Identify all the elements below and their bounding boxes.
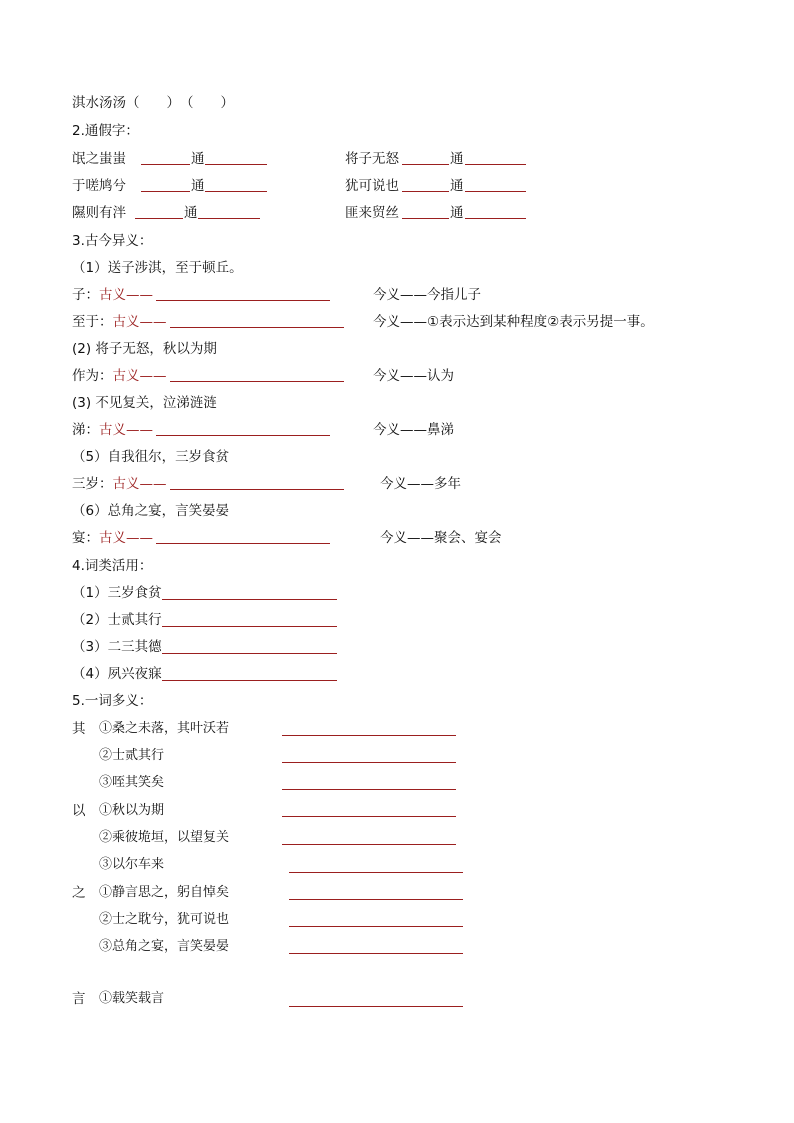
yici-item: ③以尔车来 xyxy=(99,857,165,872)
gujin-answer-blank[interactable] xyxy=(170,381,344,382)
gujin-modern-meaning: 今义——认为 xyxy=(373,368,454,384)
gujin-word: 宴：古义—— xyxy=(72,530,153,546)
gujin-sentence: （6）总角之宴，言笑晏晏 xyxy=(72,503,230,519)
tongjia-phrase: 犹可说也 xyxy=(345,178,399,194)
tongjia-connector: 通 xyxy=(191,151,205,167)
tongjia-blank-original[interactable] xyxy=(135,218,183,219)
tongjia-blank-target[interactable] xyxy=(465,191,526,192)
yici-item: ①桑之未落，其叶沃若 xyxy=(99,721,230,736)
section-heading-gujin: 3.古今异义： xyxy=(72,233,153,249)
yici-answer-blank[interactable] xyxy=(282,789,456,790)
gujin-answer-blank[interactable] xyxy=(170,327,344,328)
cilei-answer-blank[interactable] xyxy=(162,626,337,627)
gujin-answer-blank[interactable] xyxy=(156,435,330,436)
section-heading-tongjia: 2.通假字： xyxy=(72,123,139,139)
top-line: 淇水汤汤（ ） （ ） xyxy=(72,95,234,111)
yici-item: ①静言思之，躬自悼矣 xyxy=(99,885,230,900)
gujin-answer-blank[interactable] xyxy=(156,300,330,301)
yici-answer-blank[interactable] xyxy=(282,816,456,817)
tongjia-blank-original[interactable] xyxy=(402,164,449,165)
yici-word: 其 xyxy=(72,721,86,737)
cilei-answer-blank[interactable] xyxy=(162,680,337,681)
gujin-word: 涕：古义—— xyxy=(72,422,153,438)
yici-item: ②乘彼垝垣，以望复关 xyxy=(99,830,230,845)
gujin-modern-meaning: 今义——鼻涕 xyxy=(373,422,454,438)
cilei-item: （1）三岁食贫 xyxy=(72,585,162,601)
gujin-word: 作为：古义—— xyxy=(72,368,167,384)
yici-item: ①载笑载言 xyxy=(99,991,165,1006)
gujin-answer-blank[interactable] xyxy=(156,543,330,544)
tongjia-connector: 通 xyxy=(191,178,205,194)
yici-word: 之 xyxy=(72,885,86,901)
gujin-sentence: (2) 将子无怒，秋以为期 xyxy=(72,341,217,357)
tongjia-blank-target[interactable] xyxy=(205,164,267,165)
yici-item: ①秋以为期 xyxy=(99,803,165,818)
tongjia-blank-target[interactable] xyxy=(465,164,526,165)
cilei-item: （4）夙兴夜寐 xyxy=(72,666,162,682)
tongjia-phrase: 氓之蚩蚩 xyxy=(72,151,126,167)
tongjia-blank-target[interactable] xyxy=(465,218,526,219)
tongjia-connector: 通 xyxy=(450,151,464,167)
tongjia-blank-original[interactable] xyxy=(141,191,190,192)
gujin-sentence: （1）送子涉淇，至于顿丘。 xyxy=(72,260,243,276)
gujin-modern-meaning: 今义——今指儿子 xyxy=(373,287,481,303)
tongjia-phrase: 匪来贸丝 xyxy=(345,205,399,221)
tongjia-blank-target[interactable] xyxy=(205,191,267,192)
tongjia-phrase: 将子无怒 xyxy=(345,151,399,167)
tongjia-phrase: 于嗟鸠兮 xyxy=(72,178,126,194)
yici-item: ②士贰其行 xyxy=(99,748,165,763)
yici-answer-blank[interactable] xyxy=(289,1006,463,1007)
section-heading-cilei: 4.词类活用： xyxy=(72,558,153,574)
yici-answer-blank[interactable] xyxy=(282,844,456,845)
yici-word: 以 xyxy=(72,803,86,819)
tongjia-blank-original[interactable] xyxy=(402,218,449,219)
gujin-sentence: (3) 不见复关，泣涕涟涟 xyxy=(72,395,217,411)
tongjia-blank-original[interactable] xyxy=(402,191,449,192)
gujin-word: 子：古义—— xyxy=(72,287,153,303)
yici-answer-blank[interactable] xyxy=(289,872,463,873)
gujin-modern-meaning: 今义——聚会、宴会 xyxy=(380,530,502,546)
yici-item: ③咥其笑矣 xyxy=(99,775,165,790)
gujin-modern-meaning: 今义——①表示达到某种程度②表示另提一事。 xyxy=(373,314,654,330)
yici-answer-blank[interactable] xyxy=(282,762,456,763)
gujin-answer-blank[interactable] xyxy=(170,489,344,490)
yici-item: ③总角之宴，言笑晏晏 xyxy=(99,939,230,954)
yici-answer-blank[interactable] xyxy=(289,899,463,900)
gujin-word: 三岁：古义—— xyxy=(72,476,167,492)
yici-item: ②士之耽兮，犹可说也 xyxy=(99,912,230,927)
tongjia-phrase: 隰则有泮 xyxy=(72,205,126,221)
yici-answer-blank[interactable] xyxy=(289,926,463,927)
yici-answer-blank[interactable] xyxy=(282,735,456,736)
cilei-item: （2）士贰其行 xyxy=(72,612,162,628)
yici-answer-blank[interactable] xyxy=(289,953,463,954)
gujin-word: 至于：古义—— xyxy=(72,314,167,330)
yici-word: 言 xyxy=(72,991,86,1007)
tongjia-connector: 通 xyxy=(450,205,464,221)
gujin-modern-meaning: 今义——多年 xyxy=(380,476,461,492)
cilei-item: （3）二三其德 xyxy=(72,639,162,655)
tongjia-connector: 通 xyxy=(184,205,198,221)
gujin-sentence: （5）自我徂尔，三岁食贫 xyxy=(72,449,230,465)
tongjia-connector: 通 xyxy=(450,178,464,194)
cilei-answer-blank[interactable] xyxy=(162,653,337,654)
tongjia-blank-original[interactable] xyxy=(141,164,190,165)
tongjia-blank-target[interactable] xyxy=(198,218,260,219)
section-heading-yici: 5.一词多义： xyxy=(72,693,153,709)
cilei-answer-blank[interactable] xyxy=(162,599,337,600)
